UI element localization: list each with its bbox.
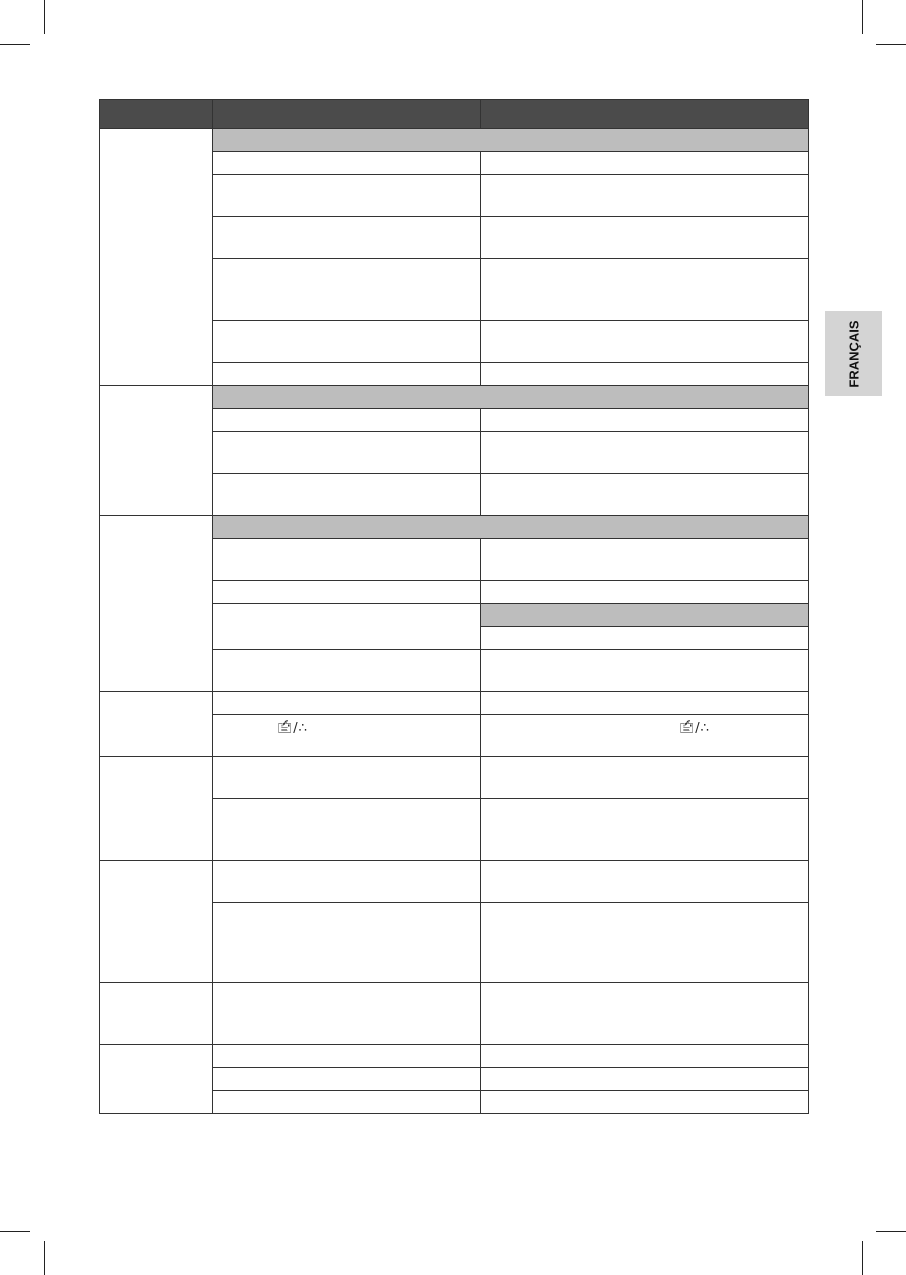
crop-mark [862, 1241, 863, 1275]
table-row [100, 129, 809, 152]
table-row [100, 692, 809, 715]
cause-cell [213, 259, 481, 321]
solution-cell [481, 757, 809, 799]
cause-cell [213, 799, 481, 861]
solution-cell [481, 861, 809, 903]
crop-mark [0, 44, 30, 45]
solution-cell [481, 692, 809, 715]
table-header-row [100, 100, 809, 129]
table-row [100, 983, 809, 1045]
crop-mark [44, 1241, 45, 1275]
solution-cell [481, 903, 809, 983]
solution-cell [481, 474, 809, 516]
troubleshooting-table [99, 99, 809, 1114]
table-row [100, 516, 809, 539]
solution-cell [481, 1045, 809, 1068]
cause-cell [213, 363, 481, 386]
cause-cell [213, 1045, 481, 1068]
header-cell [213, 100, 481, 129]
cause-cell [213, 650, 481, 692]
table-row [100, 757, 809, 799]
problem-cell [100, 983, 213, 1045]
problem-cell [100, 386, 213, 516]
cause-cell [213, 432, 481, 474]
cause-cell [213, 175, 481, 217]
sub-header-cell [481, 604, 809, 627]
crop-mark [0, 1231, 30, 1232]
cause-cell [213, 1091, 481, 1114]
solution-cell [481, 175, 809, 217]
crop-mark [876, 44, 906, 45]
problem-cell [100, 861, 213, 983]
solution-cell [481, 627, 809, 650]
solution-cell [481, 217, 809, 259]
solution-cell [481, 715, 809, 757]
problem-cell [100, 516, 213, 692]
sub-header-cell [213, 129, 809, 152]
cause-cell [213, 861, 481, 903]
solution-cell [481, 432, 809, 474]
solution-cell [481, 152, 809, 175]
table-row [100, 386, 809, 409]
cause-cell [213, 903, 481, 983]
problem-cell [100, 129, 213, 386]
header-cell [100, 100, 213, 129]
solution-cell [481, 650, 809, 692]
cause-cell [213, 1068, 481, 1091]
sub-header-cell [213, 386, 809, 409]
table-row [100, 1045, 809, 1068]
solution-cell [481, 1068, 809, 1091]
solution-cell [481, 581, 809, 604]
cause-cell [213, 217, 481, 259]
cause-cell [213, 539, 481, 581]
solution-cell [481, 1091, 809, 1114]
sub-header-cell [213, 516, 809, 539]
problem-cell [100, 757, 213, 861]
table-row [100, 861, 809, 903]
cause-cell [213, 409, 481, 432]
cause-cell [213, 604, 481, 650]
problem-cell [100, 692, 213, 757]
cause-cell [213, 474, 481, 516]
solution-cell [481, 321, 809, 363]
crop-mark [44, 0, 45, 34]
cause-cell [213, 757, 481, 799]
cause-cell [213, 152, 481, 175]
cause-cell [213, 715, 481, 757]
cause-cell [213, 321, 481, 363]
dehumidify-swing-icon: 🖆/∴ [679, 721, 710, 736]
crop-mark [876, 1231, 906, 1232]
crop-mark [862, 0, 863, 34]
solution-cell [481, 799, 809, 861]
solution-cell [481, 539, 809, 581]
solution-cell [481, 363, 809, 386]
problem-cell [100, 1045, 213, 1114]
solution-cell [481, 259, 809, 321]
header-cell [481, 100, 809, 129]
cause-cell [213, 692, 481, 715]
language-tab-label: FRANÇAIS [846, 319, 861, 388]
cause-cell [213, 983, 481, 1045]
solution-cell [481, 409, 809, 432]
solution-cell [481, 983, 809, 1045]
dehumidify-swing-icon: 🖆/∴ [277, 721, 308, 736]
language-tab [825, 311, 882, 396]
cause-cell [213, 581, 481, 604]
